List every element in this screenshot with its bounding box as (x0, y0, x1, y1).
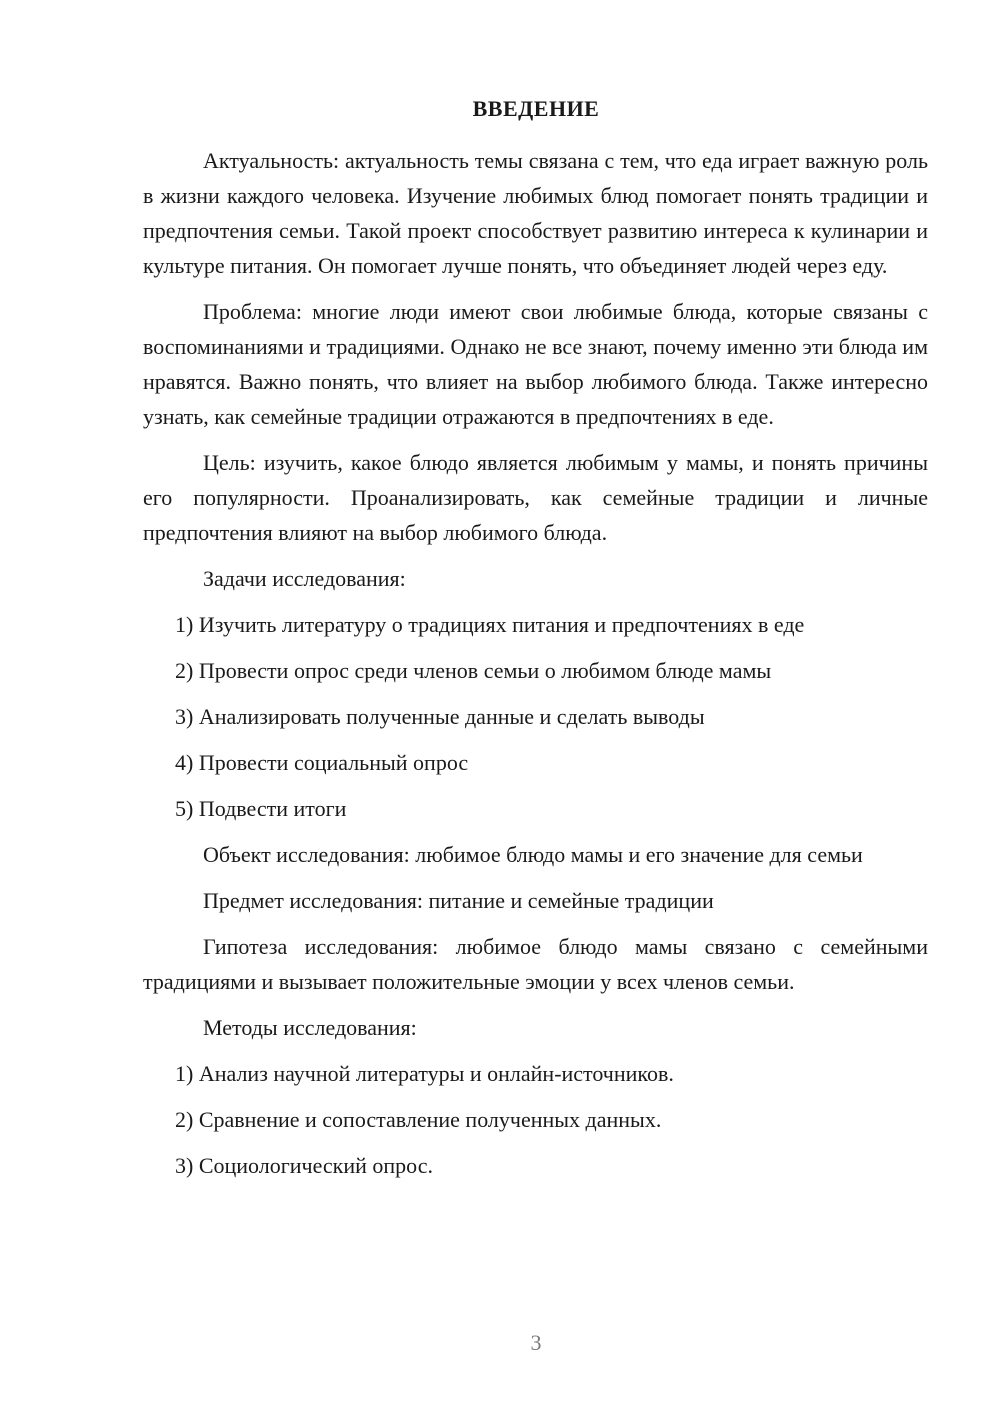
task-item: 3) Анализировать полученные данные и сделать выводы (175, 704, 705, 729)
tasks-title: Задачи исследования: (203, 566, 406, 591)
relevance-paragraph: Актуальность: актуальность темы связана с тем, что еда играет важную роль в жизни каждого человека. Изучение любимых блюд помогает понять традиции и предпочтения семьи. Такой проект способствует развитию интереса к кулинарии и культуре питания. Он помогает лучше понять, что объединяет людей через еду. (143, 148, 928, 278)
method-item: 2) Сравнение и сопоставление полученных данных. (175, 1107, 662, 1132)
subject-paragraph: Предмет исследования: питание и семейные традиции (203, 888, 714, 913)
methods-title: Методы исследования: (203, 1015, 417, 1040)
task-item: 2) Провести опрос среди членов семьи о любимом блюде мамы (175, 658, 772, 683)
goal-paragraph: Цель: изучить, какое блюдо является любимым у мамы, и понять причины его популярности. Проанализировать, как семейные традиции и личные предпочтения влияют на выбор любимого блюда. (143, 450, 928, 545)
task-item: 1) Изучить литературу о традициях питания и предпочтениях в еде (175, 612, 805, 637)
method-item: 3) Социологический опрос. (175, 1153, 433, 1178)
problem-paragraph: Проблема: многие люди имеют свои любимые блюда, которые связаны с воспоминаниями и традициями. Однако не все знают, почему именно эти блюда им нравятся. Важно понять, что влияет на выбор любимого блюда. Также интересно узнать, как семейные традиции отражаются в предпочтениях в еде. (143, 299, 928, 429)
task-item: 5) Подвести итоги (175, 796, 347, 821)
method-item: 1) Анализ научной литературы и онлайн-источников. (175, 1061, 674, 1086)
hypothesis-paragraph: Гипотеза исследования: любимое блюдо мамы связано с семейными традициями и вызывает положительные эмоции у всех членов семьи. (143, 934, 928, 994)
task-item: 4) Провести социальный опрос (175, 750, 469, 775)
section-heading: ВВЕДЕНИЕ (472, 96, 600, 121)
object-paragraph: Объект исследования: любимое блюдо мамы и его значение для семьи (203, 842, 863, 867)
document-body (143, 143, 928, 1194)
page-number: 3 (530, 1330, 542, 1355)
